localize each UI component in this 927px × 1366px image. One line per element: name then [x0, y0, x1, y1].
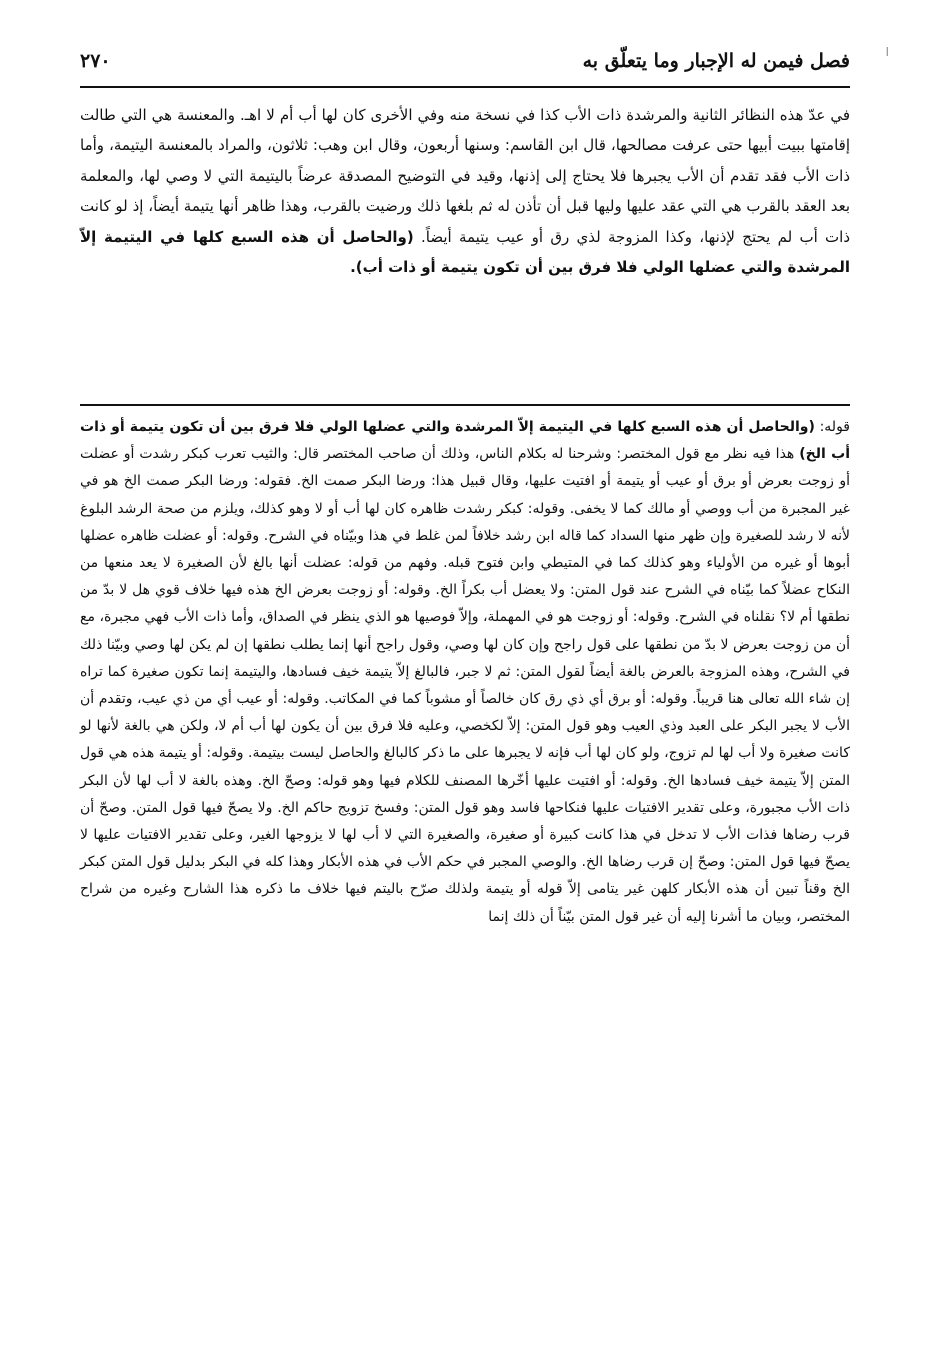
main-text-bold-conclusion: (والحاصل أن هذه السبع كلها في اليتيمة إلاّ المرشدة والتي عضلها الولي فلا فرق بين أن تكون يتيمة أو ذات أب).	[80, 227, 850, 277]
page-number: ٢٧٠	[80, 50, 111, 72]
main-text-body: في عدّ هذه النظائر الثانية والمرشدة ذات الأب كذا في نسخة منه وفي الأخرى كان لها أب أم لا اهـ. والمعنسة هي التي طالت إقامتها ببيت أبيها حتى عرفت مصالحها، قال ابن القاسم: وسنها أربعون، وقال ابن وهب: ثلاثون، والمراد بالمعنسة اليتيمة، وأما ذات الأب فقد تقدم أن الأب يجبرها فلا يحتاج إلى إذنها، وقيد في التوضيح المصدقة عرضاً باليتيمة التي لا وصي لها، والمعلمة بعد العقد بالقرب هي التي عقد عليها وليها قبل أن تأذن له ثم بلغها ذلك ورضيت بالقرب، وهذا ظاهر أنها يتيمة أيضاً، إذ لو كانت ذات أب لم يحتج لإذنها، وكذا المزوجة لذي رق أو عيب يتيمة أيضاً.	[80, 106, 850, 246]
header-divider	[80, 86, 850, 88]
main-text-block	[80, 100, 850, 282]
commentary-divider	[80, 404, 850, 406]
page-header	[80, 50, 850, 82]
margin-mark: ׀	[885, 44, 889, 58]
commentary-body: هذا فيه نظر مع قول المختصر: وشرحنا له بكلام الناس، وذلك أن صاحب المختصر قال: والثيب تعرب كبكر رشدت أو عضلت أو زوجت بعرض أو برق أو عيب أو يتيمة أو افتيت عليها، وقال قبيل هذا: ورضا البكر صمت الخ. فقوله: ورضا البكر صمت الخ هو في غير المجبرة من أب ووصي أو مالك كما لا يخفى. وقوله: كبكر رشدت ظاهره كان لها أب أو لا وهو كذلك، ويلزم من صحة الرشد البلوغ لأنه لا رشد للصغيرة وإن ظهر منها السداد كما قاله ابن رشد خلافاً لمن غلط في هذا وبيّناه في الشرح. وقوله: أو عضلت ظاهره عضلها أبوها أو غيره من الأولياء وهو كذلك كما في المتيطي وابن فتوح قبله. وفهم من قوله: عضلت أنها بالغ لأن الصغيرة لا يعد منعها من النكاح عضلاً كما بيّناه في الشرح عند قول المتن: ولا يعضل أب بكراً الخ. وقوله: أو زوجت بعرض الخ هذه فيها خلاف قوي هل لا بدّ من نطقها أم لا؟ نقلناه في الشرح. وقوله: أو زوجت هو في المهملة، وإلاّ فوصيها هو الذي ينظر في الصداق، وأما ذات الأب فهي مجبرة، مع أن من زوجت بعرض لا بدّ من نطقها على قول راجح وإن كان لها وصي، وقول راجح أنها إنما يطلب نطقها إن لم يكن لها وصي وبيّنا ذلك في الشرح، وهذه المزوجة بالعرض بالغة أيضاً لقول المتن: ثم لا جبر، فالبالغ إلاّ يتيمة خيف فسادها، واليتيمة إنما تكون صغيرة كما تراه إن شاء الله تعالى هنا قريباً. وقوله: أو برق أي ذي رق كان خالصاً أو مشوباً كما في المكاتب. وقوله: أو عيب أي من ذي عيب، وتقدم أن الأب لا يجبر البكر على العبد وذي العيب وهو قول المتن: إلاّ لكخصي، وعليه فلا فرق بين أن يكون لها أب أم لا، ولكن هي بالغة لأنها لو كانت صغيرة ولا أب لها لم تزوج، ولو كان لها أب فإنه لا يجبرها على ما ذكر كالبالغ والحاصل ليست بيتيمة. وقوله: أو يتيمة هذه هي قول المتن إلاّ يتيمة خيف فسادها الخ. وقوله: أو افتيت عليها أخّرها المصنف للكلام فيها وهو قوله: وصحّ الخ. وهذه بالغة لا أب لها لأن البكر ذات الأب مجبورة، وعلى تقدير الافتيات عليها فنكاحها فاسد وهو قول المتن: وفسخ تزويج حاكم الخ. ولا يصحّ فيها قول المتن. وصحّ أن قرب رضاها فذات الأب لا تدخل في هذا كانت كبيرة أو صغيرة، والصغيرة التي لا أب لها لا يزوجها الغير، وعلى تقدير الافتيات عليها لا يصحّ فيها قول المتن: وصحّ إن قرب رضاها الخ. والوصي المجبر في حكم الأب في هذه الأبكار وهذا كله في البكر بدليل قول المتن كبكر الخ وقناً تبين أن هذه الأبكار كلهن غير يتامى إلاّ قوله أو يتيمة ولذلك صرّح باليتم فيها خلاف ما ذكره هذا الشارح وغيره من شراح المختصر، وبيان ما أشرنا إليه أن غير قول المتن بيّناً أن ذلك إنما	[80, 446, 850, 925]
commentary-quoted-text: (والحاصل أن هذه السبع كلها في اليتيمة إلاّ المرشدة والتي عضلها الولي فلا فرق بين أن تكون يتيمة أو ذات أب الخ)	[80, 419, 850, 463]
commentary-block	[80, 414, 850, 931]
running-title: فصل فيمن له الإجبار وما يتعلّق به	[582, 50, 850, 72]
commentary-intro: قوله:	[819, 419, 850, 435]
